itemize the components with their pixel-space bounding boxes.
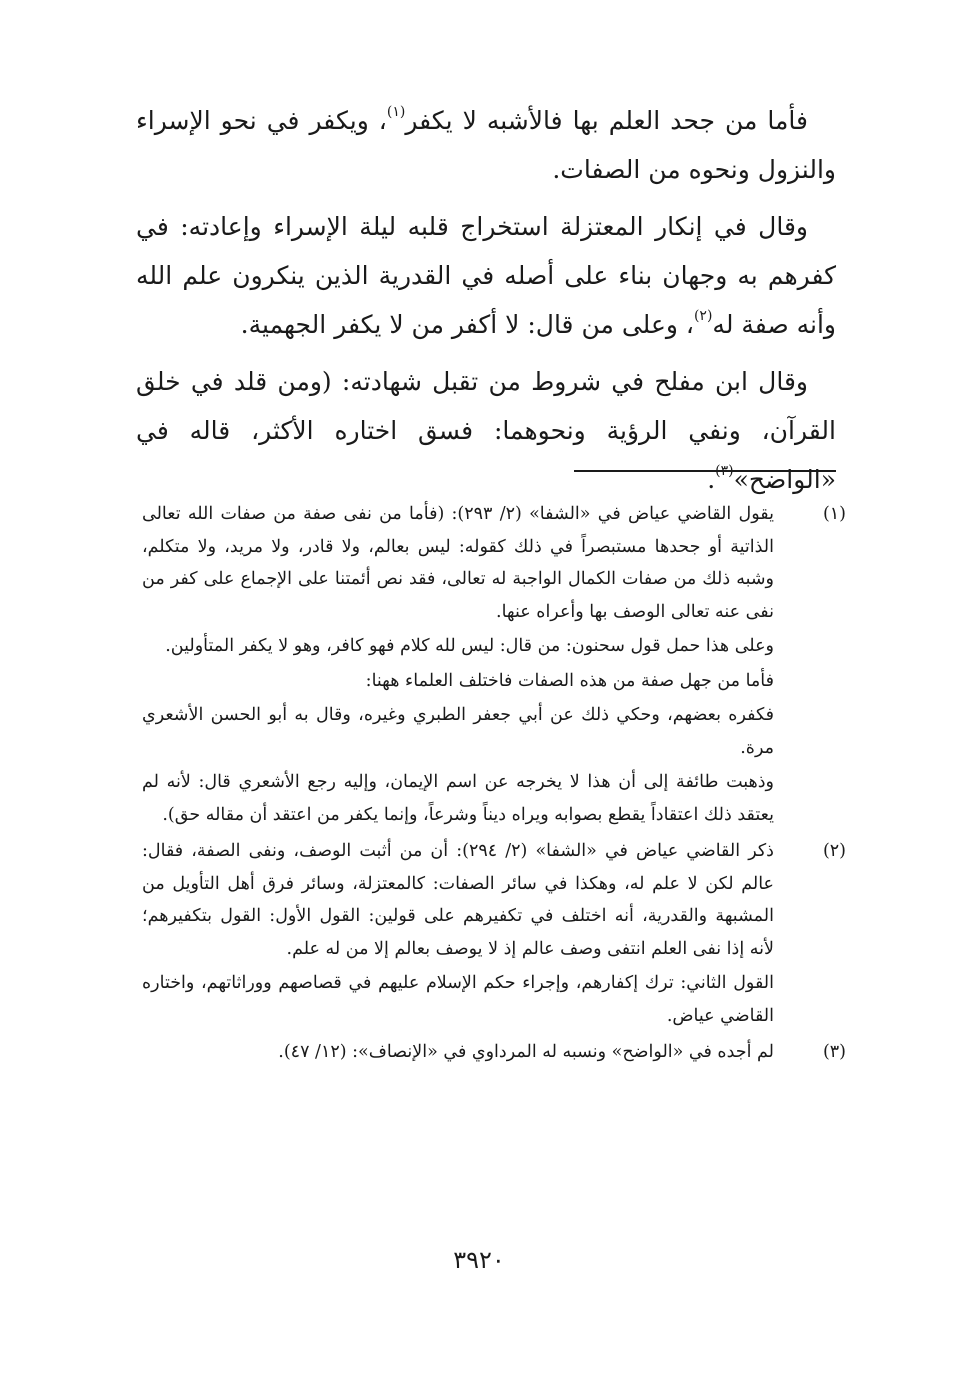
footnote-paragraph: وعلى هذا حمل قول سحنون: من قال: ليس لله كلام فهو كافر، وهو لا يكفر المتأولين. bbox=[165, 636, 774, 656]
footnote-paragraph: ذكر القاضي عياض في «الشفا» (٢/ ٢٩٤): أن من أثبت الوصف، ونفى الصفة، فقال: عالم لكن لا علم له، وهكذا في سائر الصفات: كالمعتزلة، وسائر فرق أهل التأويل من المشبهة والقدرية، أنه اختلف في تكفيرهم على قولين: القول الأول: القول بتكفيرهم؛ لأنه إذا نفى العلم انتفى وصف عالم إذ لا يوصف بعالم إلا من له علم. bbox=[142, 841, 774, 959]
footnote-ref[interactable]: (٣) bbox=[715, 462, 734, 479]
footnote-paragraph: يقول القاضي عياض في «الشفا» (٢/ ٢٩٣): (فأما من نفى صفة من صفات الله تعالى الذاتية أو جحدها مستبصراً في ذلك كقوله: ليس بعالم، ولا قادر، ولا مريد، ولا متكلم، وشبه ذلك من صفات الكمال الواجبة له تعالى، فقد نص أئمتنا على الإجماع على كفر من نفى عنه تعالى الوصف بها وأعراه عنها. bbox=[142, 504, 774, 622]
main-paragraph bbox=[136, 357, 836, 504]
paragraph-text: وقال في إنكار المعتزلة استخراج قلبه ليلة الإسراء وإعادته: في كفرهم به وجهان بناء على أصله في القدرية الذين ينكرون علم الله وأنه صفة له bbox=[136, 212, 836, 339]
footnote-number: (١) bbox=[822, 504, 846, 524]
footnote-number: (٣) bbox=[822, 1042, 846, 1062]
page-number: ٣٩٢٠ bbox=[453, 1246, 505, 1274]
footnote-separator bbox=[574, 470, 836, 472]
footnote-2 bbox=[142, 835, 846, 1032]
footnote-number: (٢) bbox=[822, 841, 846, 861]
main-paragraph bbox=[136, 96, 836, 194]
footnote-paragraph: القول الثاني: ترك إكفارهم، وإجراء حكم الإسلام عليهم في قصاصهم ووراثاتهم، واختاره القاضي عياض. bbox=[142, 973, 774, 1026]
footnote-ref[interactable]: (١) bbox=[386, 103, 406, 120]
footnote-paragraph: فكفره بعضهم، وحكي ذلك عن أبي جعفر الطبري وغيره، وقال به أبو الحسن الأشعري مرة. bbox=[142, 705, 774, 758]
footnote-1 bbox=[142, 498, 846, 831]
footnote-paragraph: لم أجده في «الواضح» ونسبه له المرداوي في «الإنصاف»: (١٢/ ٤٧). bbox=[278, 1042, 774, 1062]
footnotes bbox=[142, 498, 846, 1073]
footnote-3 bbox=[142, 1036, 846, 1069]
paragraph-text: ، ويكفر في نحو الإسراء والنزول ونحوه من الصفات. bbox=[136, 106, 836, 184]
paragraph-text: ، وعلى من قال: لا أكفر من لا يكفر الجهمية. bbox=[240, 310, 694, 339]
main-paragraph bbox=[136, 202, 836, 349]
paragraph-text: وقال ابن مفلح في شروط من تقبل شهادته: (ومن قلد في خلق القرآن، ونفي الرؤية ونحوهما: فسق اختاره الأكثر، قاله في «الواضح» bbox=[136, 367, 836, 494]
paragraph-text: . bbox=[707, 465, 716, 494]
paragraph-text: فأما من جحد العلم بها فالأشبه لا يكفر bbox=[405, 106, 809, 135]
footnote-ref[interactable]: (٢) bbox=[693, 307, 713, 324]
footnote-paragraph: وذهبت طائفة إلى أن هذا لا يخرجه عن اسم الإيمان، وإليه رجع الأشعري قال: لأنه لم يعتقد ذلك اعتقاداً يقطع بصوابه ويراه ديناً وشرعاً، وإنما يكفر من اعتقد أن مقاله حق). bbox=[142, 772, 774, 825]
main-text bbox=[136, 96, 836, 512]
footnote-paragraph: فأما من جهل صفة من هذه الصفات فاختلف العلماء ههنا: bbox=[365, 670, 774, 691]
